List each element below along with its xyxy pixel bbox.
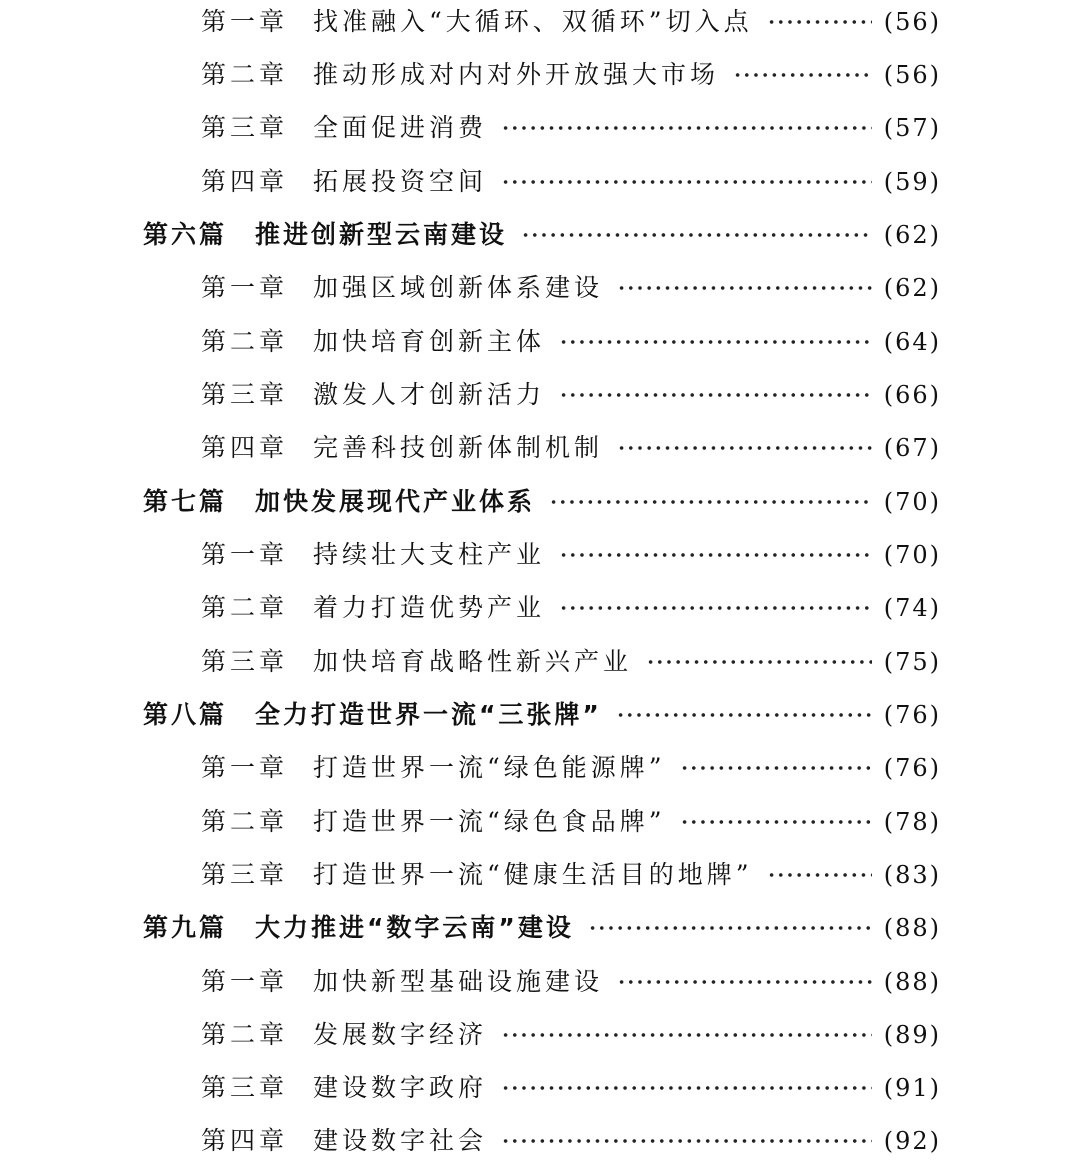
dot-leader xyxy=(617,962,872,1002)
entry-title: 加快培育战略性新兴产业 xyxy=(313,647,633,676)
entry-title: 打造世界一流“绿色能源牌” xyxy=(313,753,666,782)
dot-leader xyxy=(616,695,872,735)
part-title: 推进创新型云南建设 xyxy=(255,220,508,249)
entry-title: 找准融入“大循环、双循环”切入点 xyxy=(313,7,753,36)
part-page: (88) xyxy=(883,914,941,942)
entry-page: (78) xyxy=(883,808,941,836)
part-number: 第六篇 xyxy=(143,220,228,249)
entry-page: (56) xyxy=(883,61,941,89)
dot-leader xyxy=(501,1068,872,1108)
entry-title: 建设数字政府 xyxy=(313,1073,488,1102)
toc-entry[interactable] xyxy=(201,268,941,308)
dot-leader xyxy=(559,322,872,362)
dot-leader xyxy=(617,268,872,308)
toc-entry[interactable] xyxy=(201,1068,941,1108)
dot-leader xyxy=(767,2,872,42)
toc-entry[interactable] xyxy=(201,162,941,202)
entry-number: 第四章 xyxy=(201,433,289,462)
toc-entry[interactable] xyxy=(201,962,941,1002)
entry-number: 第二章 xyxy=(201,807,289,836)
toc-entry[interactable] xyxy=(201,322,941,362)
part-page: (70) xyxy=(883,488,941,516)
part-number: 第九篇 xyxy=(143,913,228,942)
toc-part-entry[interactable] xyxy=(143,908,941,948)
dot-leader xyxy=(549,482,872,522)
entry-title: 发展数字经济 xyxy=(313,1020,488,1049)
toc-entry[interactable] xyxy=(201,855,941,895)
entry-page: (76) xyxy=(883,754,941,782)
entry-number: 第三章 xyxy=(201,113,289,142)
entry-number: 第一章 xyxy=(201,540,289,569)
entry-title: 加快培育创新主体 xyxy=(313,327,546,356)
dot-leader xyxy=(767,855,872,895)
dot-leader xyxy=(559,375,872,415)
entry-number: 第四章 xyxy=(201,167,289,196)
dot-leader xyxy=(501,1015,872,1055)
entry-number: 第三章 xyxy=(201,380,289,409)
entry-title: 推动形成对内对外开放强大市场 xyxy=(313,60,720,89)
toc-entry[interactable] xyxy=(201,108,941,148)
entry-number: 第二章 xyxy=(201,327,289,356)
entry-number: 第二章 xyxy=(201,60,289,89)
entry-page: (91) xyxy=(883,1074,941,1102)
dot-leader xyxy=(521,215,872,255)
entry-number: 第三章 xyxy=(201,647,289,676)
entry-title: 着力打造优势产业 xyxy=(313,593,546,622)
dot-leader xyxy=(680,802,872,842)
entry-number: 第二章 xyxy=(201,1020,289,1049)
toc-entry[interactable] xyxy=(201,642,941,682)
part-title: 大力推进“数字云南”建设 xyxy=(255,913,574,942)
toc-part-entry[interactable] xyxy=(143,695,941,735)
toc-entry[interactable] xyxy=(201,802,941,842)
entry-number: 第一章 xyxy=(201,967,289,996)
entry-page: (67) xyxy=(883,434,941,462)
entry-number: 第三章 xyxy=(201,1073,289,1102)
entry-title: 拓展投资空间 xyxy=(313,167,488,196)
dot-leader xyxy=(588,908,872,948)
entry-page: (57) xyxy=(883,114,941,142)
toc-entry[interactable] xyxy=(201,535,941,575)
entry-title: 建设数字社会 xyxy=(313,1126,488,1155)
dot-leader xyxy=(501,1121,872,1161)
entry-page: (59) xyxy=(883,168,941,196)
entry-number: 第三章 xyxy=(201,860,289,889)
part-page: (62) xyxy=(883,221,941,249)
entry-page: (64) xyxy=(883,328,941,356)
toc-part-entry[interactable] xyxy=(143,482,941,522)
entry-title: 全面促进消费 xyxy=(313,113,488,142)
toc-entry[interactable] xyxy=(201,55,941,95)
entry-page: (83) xyxy=(883,861,941,889)
entry-title: 持续壮大支柱产业 xyxy=(313,540,546,569)
entry-number: 第一章 xyxy=(201,7,289,36)
part-page: (76) xyxy=(883,701,941,729)
entry-number: 第二章 xyxy=(201,593,289,622)
toc-entry[interactable] xyxy=(201,375,941,415)
part-title: 全力打造世界一流“三张牌” xyxy=(255,700,602,729)
entry-number: 第一章 xyxy=(201,753,289,782)
dot-leader xyxy=(646,642,872,682)
entry-title: 加快新型基础设施建设 xyxy=(313,967,604,996)
toc-entry[interactable] xyxy=(201,428,941,468)
entry-number: 第一章 xyxy=(201,273,289,302)
entry-page: (88) xyxy=(883,968,941,996)
entry-title: 打造世界一流“健康生活目的地牌” xyxy=(313,860,753,889)
entry-page: (75) xyxy=(883,648,941,676)
dot-leader xyxy=(617,428,872,468)
toc-entry[interactable] xyxy=(201,1121,941,1161)
entry-page: (92) xyxy=(883,1127,941,1155)
entry-page: (74) xyxy=(883,594,941,622)
toc-entry[interactable] xyxy=(201,588,941,628)
toc-entry[interactable] xyxy=(201,2,941,42)
entry-page: (56) xyxy=(883,8,941,36)
part-number: 第八篇 xyxy=(143,700,228,729)
entry-number: 第四章 xyxy=(201,1126,289,1155)
toc-entry[interactable] xyxy=(201,1015,941,1055)
entry-title: 完善科技创新体制机制 xyxy=(313,433,604,462)
dot-leader xyxy=(559,588,872,628)
entry-title: 打造世界一流“绿色食品牌” xyxy=(313,807,666,836)
entry-title: 加强区域创新体系建设 xyxy=(313,273,604,302)
entry-page: (62) xyxy=(883,274,941,302)
dot-leader xyxy=(680,748,872,788)
dot-leader xyxy=(501,162,872,202)
toc-entry[interactable] xyxy=(201,748,941,788)
entry-page: (89) xyxy=(883,1021,941,1049)
toc-part-entry[interactable] xyxy=(143,215,941,255)
entry-title: 激发人才创新活力 xyxy=(313,380,546,409)
entry-page: (70) xyxy=(883,541,941,569)
part-title: 加快发展现代产业体系 xyxy=(255,487,536,516)
dot-leader xyxy=(501,108,872,148)
entry-page: (66) xyxy=(883,381,941,409)
dot-leader xyxy=(733,55,872,95)
dot-leader xyxy=(559,535,872,575)
part-number: 第七篇 xyxy=(143,487,228,516)
